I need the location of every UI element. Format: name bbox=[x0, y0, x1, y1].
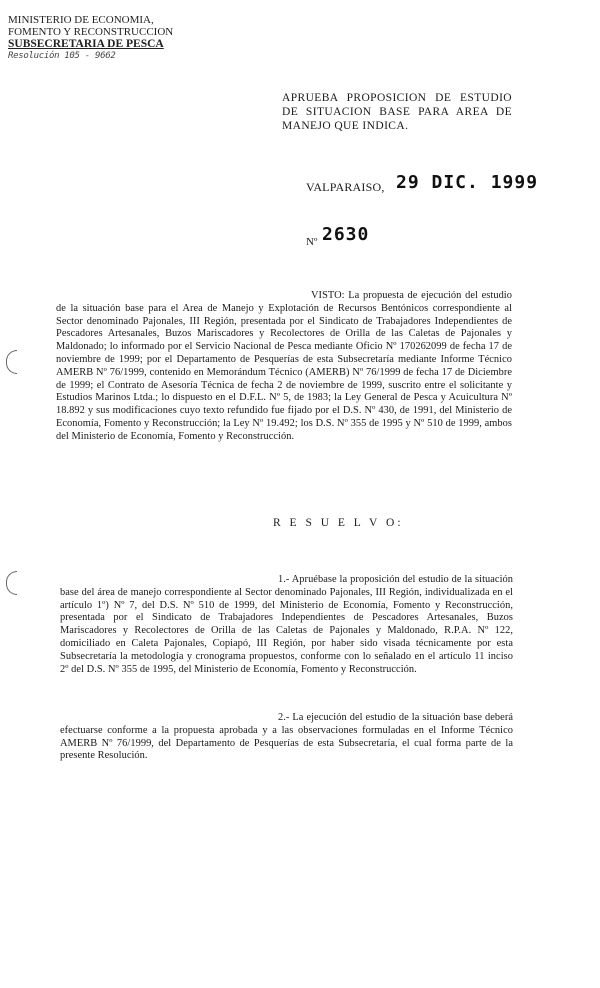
punch-hole-mark bbox=[6, 350, 17, 374]
visto-paragraph: VISTO: La propuesta de ejecución del estudio de la situación base para el Area de Manejo y Explotación de Recursos Bentónicos correspondiente al Sector denominado Pajonales, III Región, presentada por el Sindicato de Trabajadores Independientes de Pescadores Artesanales, Buzos Mariscadores y Recolectores de Orilla de las Caletas de Pajonales y Maldonado; lo informado por el Servicio Nacional de Pesca mediante Oficio Nº 170262099 de fecha 17 de noviembre de 1999; por el Departamento de Pesquerías de esta Subsecretaría mediante Informe Técnico AMERB Nº 76/1999, contenido en Memorándum Técnico (AMERB) Nº 76/1999 de fecha 17 de Diciembre de 1999; el Contrato de Asesoría Técnica de fecha 2 de noviembre de 1999, suscrito entre el solicitante y Estudios Marinos Ltda.; lo dispuesto en el D.F.L. Nº 5, de 1983; la Ley General de Pesca y Acuicultura Nº 18.892 y sus modificaciones cuyo texto refundido fue fijado por el D.S. Nº 430, de 1991, del Ministerio de Economía, Fomento y Reconstrucción; la Ley Nº 19.492; los D.S. Nº 355 de 1995 y Nº 510 de 1999, ambos del Ministerio de Economía, Fomento y Reconstrucción. bbox=[56, 290, 512, 442]
resolution-item-2: 2.- La ejecución del estudio de la situación base deberá efectuarse conforme a la propuesta aprobada y a las observaciones formuladas en el Informe Técnico AMERB Nº 76/1999, del Departamento de Pesquerías de esta Subsecretaría, el cual forma parte de la presente Resolución. bbox=[60, 712, 513, 762]
document-subject: APRUEBA PROPOSICION DE ESTUDIO DE SITUACION BASE PARA AREA DE MANEJO QUE INDICA. bbox=[282, 92, 512, 132]
place-label: VALPARAISO, bbox=[306, 180, 385, 194]
ministry-line-2: FOMENTO Y RECONSTRUCCION bbox=[8, 26, 174, 38]
subsecretaria-line: SUBSECRETARIA DE PESCA bbox=[8, 38, 164, 50]
punch-hole-mark bbox=[6, 571, 17, 595]
ministry-line-1: MINISTERIO DE ECONOMIA, bbox=[8, 14, 154, 26]
letterhead bbox=[8, 14, 178, 62]
number-label: Nº bbox=[306, 236, 318, 248]
resolution-item-1: 1.- Apruébase la proposición del estudio de la situación base del área de manejo correspondiente al Sector denominado Pajonales, III Región, individualizada en el artículo 1º) Nº 7, del D.S. Nº 510 de 1999, del Ministerio de Economía, Fomento y Reconstrucción, presentada por el Sindicato de Trabajadores Independientes de Pescadores Artesanales, Buzos Mariscadores y Recolectores de Orilla de las Caletas de Pajonales y Maldonado, R.P.A. Nº 122, domiciliado en Caleta Pajonales, Copiapó, III Región, por haber sido visada técnicamente por esta Subsecretaría la metodología y cronograma propuestos, conforme con lo señalado en el artículo 11 inciso 2º del D.S. Nº 355 de 1995, del Ministerio de Economía, Fomento y Reconstrucción. bbox=[60, 574, 513, 675]
resolution-number-stamp: 2630 bbox=[322, 224, 370, 245]
handwritten-reference: Resolución 105 - 9662 bbox=[8, 51, 116, 61]
date-stamp: 29 DIC. 1999 bbox=[396, 172, 539, 193]
resuelvo-heading: R E S U E L V O: bbox=[273, 517, 404, 529]
